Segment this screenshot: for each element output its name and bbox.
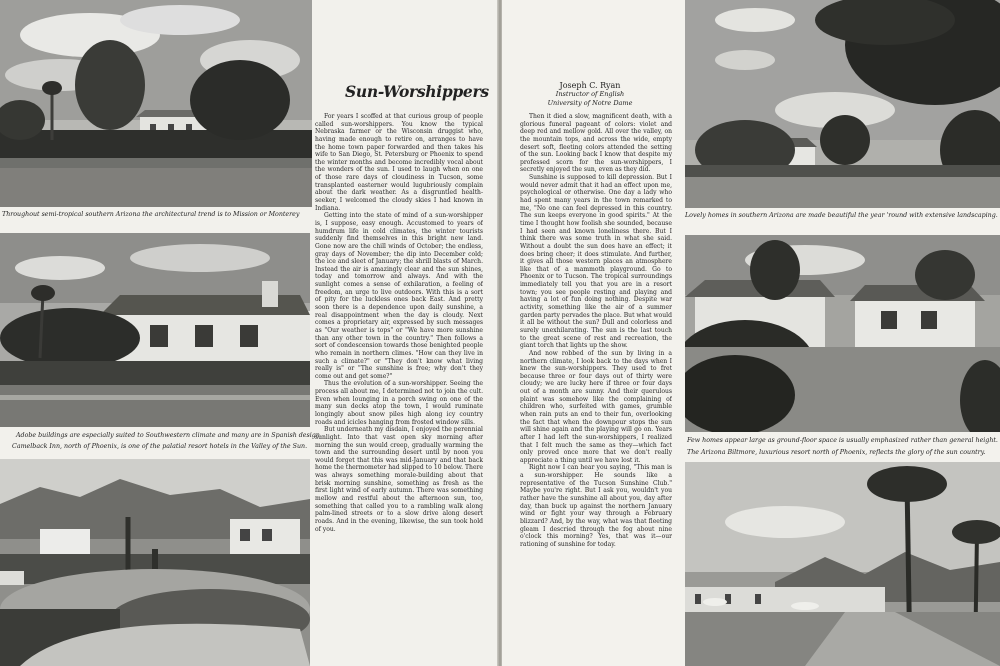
caption-left-mid-2: Camelback Inn, north of Phoenix, is one of the palatial resort hotels in the Valley of the Sun. (12, 443, 308, 450)
paragraph: Getting into the state of mind of a sun-worshipper is, I suppose, easy enough. Accustomed to years of humdrum life in cold climates, the winter tourists suddenly find themselves in this bright new land. Gone now are the chill winds of October; the endless, gray days of November; the dip into December cold; the ice and sleet of January; the shrill blasts of March. Instead the air is amazingly clear and the sun shines, today and tomorrow and always. And with the sunlight comes a sense of exhilaration, a feeling of freedom, an urge to live outdoors. With this is a sort of pity for the luckless ones back East. And pretty soon there is a dependence upon daily sunshine, a real disappointment when the day is cloudy. Next comes a proprietary air, expressed by such messages as "Our weather is tops" or "We have more sunshine than any other town in the country." Then follows a sort of condescension towards those benighted people who remain in northern climes. "How can they live in such a climate?" or "They don't know what living really is" or "The sunshine is free; why don't they come out and get some?" (315, 212, 483, 380)
photo-ground-floor-home (685, 235, 1000, 432)
caption-right-mid-1: Few homes appear large as ground-floor space is usually emphasized rather than general height. (687, 437, 998, 444)
byline (515, 82, 665, 107)
paragraph: But underneath my disdain, I enjoyed the perennial sunlight. Into that vast open sky morning after morning the sun would creep, gradually warming the town and the surrounding desert until by noon you would forget that this was mid-January and that back home the thermometer had slipped to 10 below. There was always something morale-building about that brisk morning sunshine, something as fresh as the first light wind of early autumn. There was something mellow and restful about the afternoon sun, too, something that called you to a rambling walk along palm-lined streets or to a slow drive along desert roads. And in the evening, likewise, the sun took hold of you. (315, 426, 483, 533)
photo-mission-monterey-house (0, 0, 312, 207)
photo-camelback-inn (0, 459, 310, 666)
paragraph: For years I scoffed at that curious group of people called sun-worshippers. You know the typical Nebraska farmer or the Wisconsin druggist who, having made enough to retire on, arranges to have the home town paper forwarded and then takes his wife to San Diego, St. Petersburg or Phoenix to spend the winter months and become incredibly vocal about the wonders of the sun. I used to laugh when on one of those rare days of cloudiness in Tucson, some transplanted easterner would lugubriously complain about the dark weather. As a disgruntled health-seeker, I welcomed the cloudy skies I had known in Indiana. (315, 113, 483, 212)
paragraph: Sunshine is supposed to kill depression. But I would never admit that it had an effect upon me, psychological or otherwise. One day a lady who had spent many years in the town remarked to me, "No one can feel depressed in this country. The sun keeps everyone in good spirits." At the time I thought how foolish she sounded, because I had seen and known loneliness there. But I think there was some truth in what she said. Without a doubt the sun does have an effect; it does bring cheer; it does stimulate. And further, it gives all those western places an atmosphere like that of a mammoth playground. Go to Phoenix or to Tucson. The tropical surroundings immediately tell you that you are in a resort town; you see people resting and playing and having a lot of fun doing nothing. Despite war activity, something like the air of a summer garden party pervades the place. But what would it all be without the sun? Dull and colorless and surely unexhilarating. The sun is the last touch to the great scene of rest and recreation, the giant torch that lights up the show. (520, 174, 672, 350)
photo-adobe-building (0, 233, 310, 427)
article-title: Sun-Worshippers (345, 82, 489, 101)
author-name: Joseph C. Ryan (559, 81, 621, 90)
caption-left-mid-1: Adobe buildings are especially suited to Southwestern climate and many are in Spanish design. (16, 432, 322, 439)
paragraph: Then it died a slow, magnificent death, with a glorious funeral pageant of colors: violet and deep red and mellow gold. All over the valley, on the mountain tops, and across the wide, empty desert soft, fleeting colors attended the setting of the sun. Looking back I know that despite my professed scorn for the sun-worshippers, I secretly enjoyed the sun, even as they did. (520, 113, 672, 174)
caption-top-right: Lovely homes in southern Arizona are made beautiful the year 'round with extensive landscaping. (685, 212, 998, 219)
caption-right-mid-2: The Arizona Biltmore, luxurious resort north of Phoenix, reflects the glory of the sun country. (687, 449, 986, 456)
paragraph: And now robbed of the sun by living in a northern climate, I look back to the days when I knew the sun-worshippers. They used to fret because three or four days out of thirty were cloudy; we are lucky here if three or four days out of a month are sunny. And their querulous plaint was somehow like the complaining of children who, surfeited with games, grumble when rain puts an end to their fun, overlooking the fact that when the downpour stops the sun will shine again and the playing will go on. Years after I had left the sun-worshippers, I realized that I felt much the same as they—which fact only proved once more that we don't really appreciate a thing until we have lost it. (520, 349, 672, 464)
photo-arizona-biltmore (685, 462, 1000, 666)
author-school: University of Notre Dame (547, 98, 633, 107)
author-title: Instructor of English (555, 90, 625, 99)
caption-top-left: Throughout semi-tropical southern Arizona the architectural trend is to Mission or Monterey (2, 211, 300, 218)
photo-landscaped-home (685, 0, 1000, 208)
article-column-left (315, 113, 483, 658)
paragraph: Right now I can hear you saying, "This man is a sun-worshipper. He sounds like a representative of the Tucson Sunshine Club." Maybe you're right. But I ask you, wouldn't you rather have the sunshine all about you, day after day, than buck up against the northern January wind or fight your way through a February blizzard? And, by the way, what was that fleeting gleam I descried through the fog about nine o'clock this morning? Yes, that was it—our rationing of sunshine for today. (520, 464, 672, 548)
paragraph: Thus the evolution of a sun-worshipper. Seeing the process all about me, I determined not to join the cult. Even when lounging in a porch swing on one of the many sun decks atop the town, I would ruminate longingly about snow piles high along icy country roads and icicles hanging from frosted window sills. (315, 380, 483, 426)
article-column-right (520, 113, 672, 553)
